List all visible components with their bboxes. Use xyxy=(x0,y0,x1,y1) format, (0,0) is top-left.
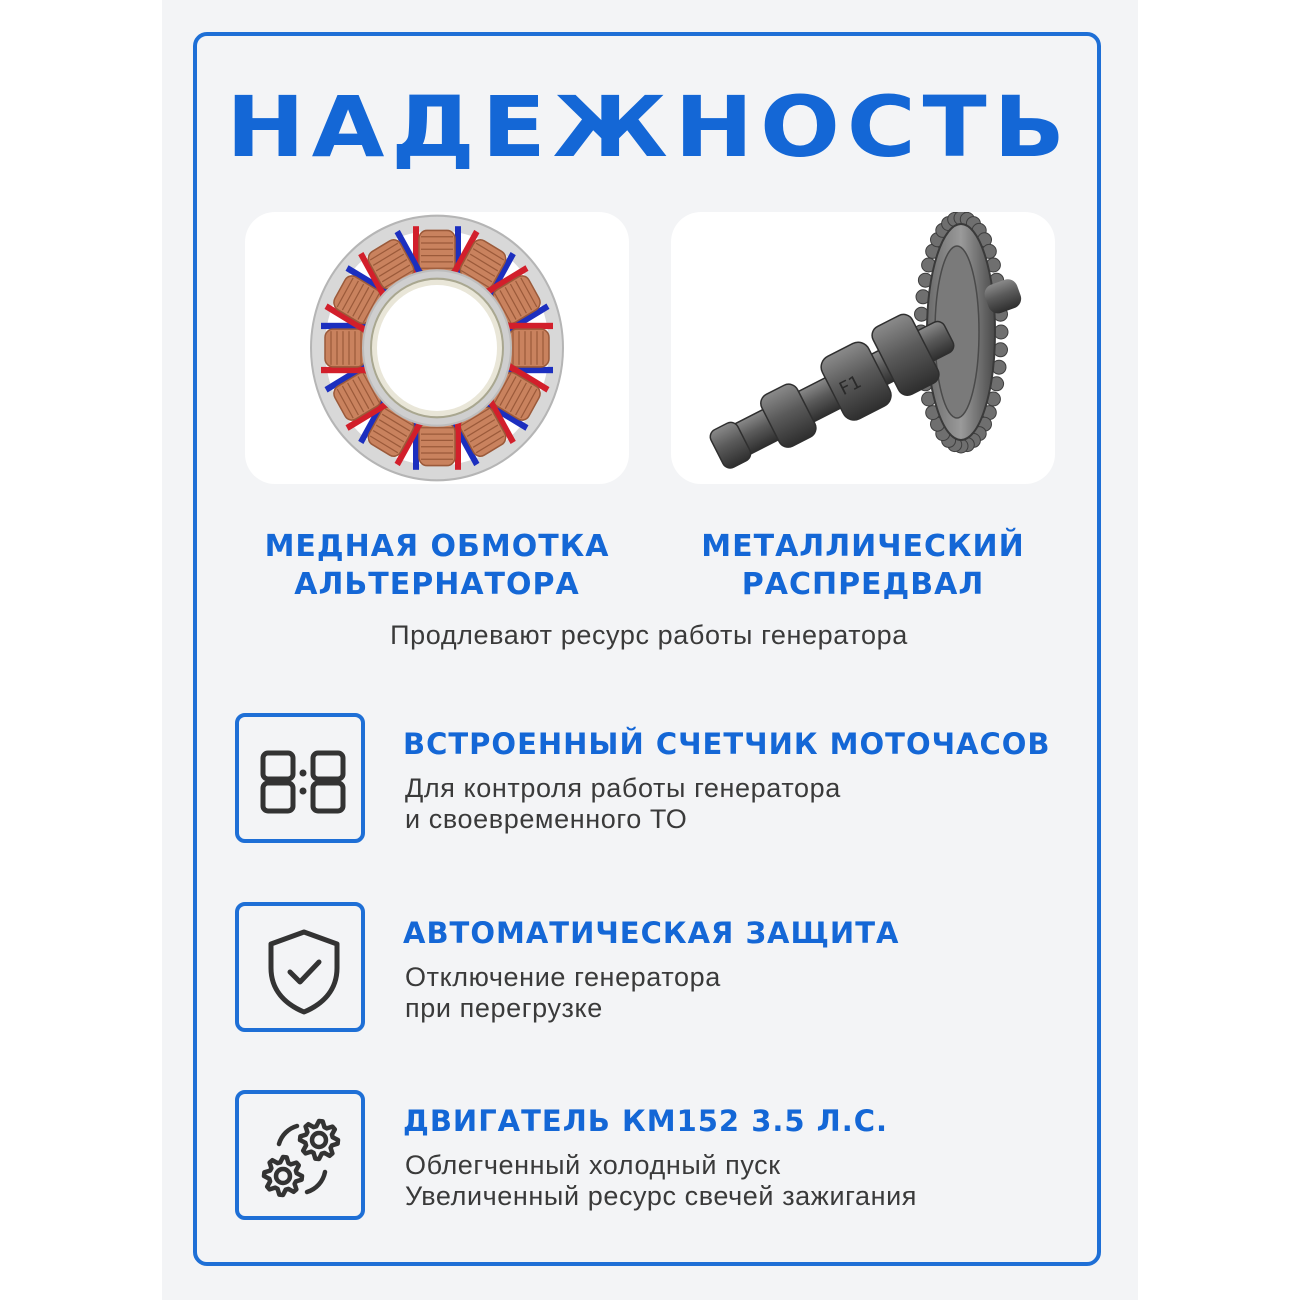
feature-hour-meter xyxy=(235,713,1095,843)
feature-auto-protection xyxy=(235,902,1095,1032)
camshaft-card xyxy=(671,212,1055,484)
digital-counter-icon xyxy=(239,717,369,847)
page-title: НАДЕЖНОСТЬ xyxy=(226,78,1072,176)
feature-description: Облегченный холодный пуск Увеличенный ресурс свечей зажигания xyxy=(405,1150,918,1211)
products-subtitle: Продлевают ресурс работы генератора xyxy=(390,620,908,650)
product-caption-camshaft: МЕТАЛЛИЧЕСКИЙ РАСПРЕДВАЛ xyxy=(701,529,1025,602)
feature-description: Для контроля работы генератора и своевременного ТО xyxy=(405,773,841,834)
camshaft-gear-icon xyxy=(671,212,1055,484)
feature-description: Отключение генератора при перегрузке xyxy=(405,962,721,1023)
feature-icon-box xyxy=(235,1090,365,1220)
feature-engine xyxy=(235,1090,1095,1220)
copper-stator-icon xyxy=(245,212,629,484)
product-caption-stator: МЕДНАЯ ОБМОТКА АЛЬТЕРНАТОРА xyxy=(264,529,610,602)
shield-check-icon xyxy=(239,906,369,1036)
feature-title: ДВИГАТЕЛЬ КМ152 3.5 Л.С. xyxy=(403,1104,889,1138)
feature-icon-box xyxy=(235,713,365,843)
feature-title: АВТОМАТИЧЕСКАЯ ЗАЩИТА xyxy=(403,916,900,950)
feature-title: ВСТРОЕННЫЙ СЧЕТЧИК МОТОЧАСОВ xyxy=(403,727,1051,761)
part-marking: F1 xyxy=(835,371,865,401)
gears-icon xyxy=(239,1094,369,1224)
feature-icon-box xyxy=(235,902,365,1032)
stator-card xyxy=(245,212,629,484)
